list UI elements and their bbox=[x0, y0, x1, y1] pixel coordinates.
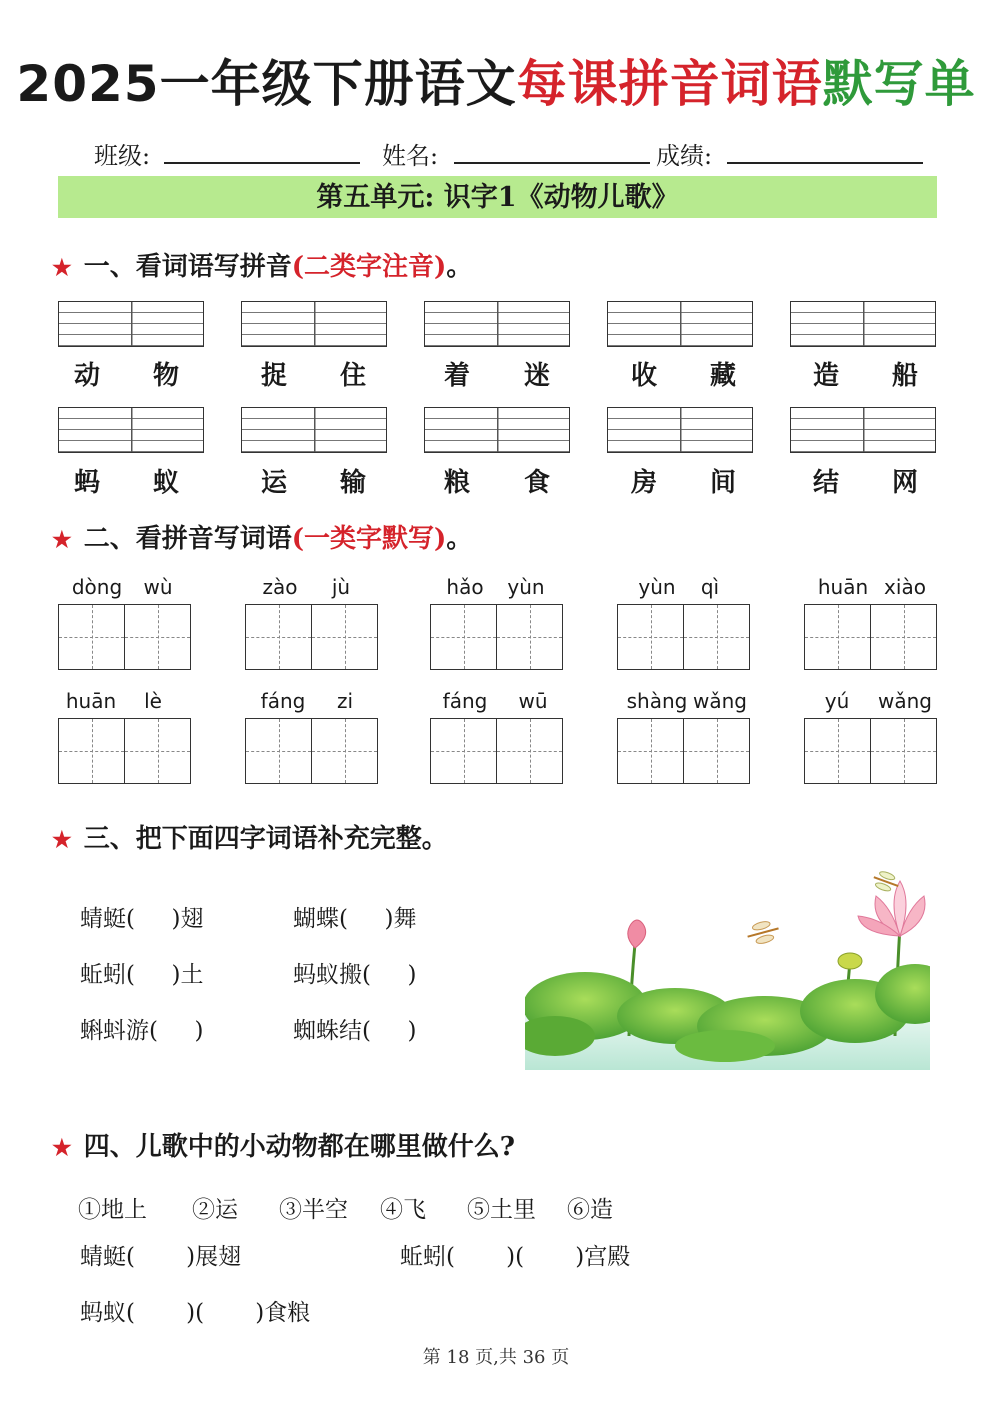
pinyin-label: wù bbox=[143, 575, 173, 599]
tianzige-box[interactable] bbox=[430, 718, 563, 784]
pinyin-box[interactable] bbox=[241, 407, 387, 453]
title-part-red: 每课拼音词语 bbox=[516, 55, 823, 113]
section-1-heading bbox=[52, 246, 472, 283]
idiom-fill-item[interactable]: 蚯蚓( )土 bbox=[80, 962, 204, 988]
pinyin-box[interactable] bbox=[607, 301, 753, 347]
section-4-title: 四、儿歌中的小动物都在哪里做什么? bbox=[83, 1132, 515, 1162]
section-3-heading bbox=[52, 818, 448, 855]
name-label: 姓名: bbox=[382, 142, 439, 170]
pinyin-label: zi bbox=[336, 689, 354, 713]
word-char: 造 bbox=[812, 361, 839, 391]
section-4-heading bbox=[52, 1126, 515, 1163]
section-2-title: 二、看拼音写词语 bbox=[83, 524, 292, 554]
pinyin-label: zào bbox=[262, 575, 298, 599]
pinyin-label: huān bbox=[817, 575, 869, 599]
word-char: 捉 bbox=[260, 361, 287, 391]
word-char: 运 bbox=[260, 468, 287, 498]
word-char: 输 bbox=[339, 468, 366, 498]
pinyin-label: lè bbox=[144, 689, 162, 713]
section-2-heading bbox=[52, 518, 472, 555]
star-icon: ★ bbox=[52, 827, 72, 853]
word-char: 蚁 bbox=[152, 468, 179, 498]
option-item: ②运 bbox=[192, 1197, 238, 1223]
pinyin-box[interactable] bbox=[58, 407, 204, 453]
page-title bbox=[0, 44, 992, 116]
word-char: 迷 bbox=[523, 361, 550, 391]
star-icon: ★ bbox=[52, 527, 72, 553]
pinyin-box[interactable] bbox=[241, 301, 387, 347]
q4-fill-line[interactable]: 蜻蜓( )展翅 bbox=[80, 1244, 242, 1270]
lotus-illustration bbox=[525, 866, 930, 1070]
pinyin-label: fáng bbox=[442, 689, 488, 713]
idiom-fill-item[interactable]: 蚂蚁搬( ) bbox=[293, 962, 417, 988]
word-char: 动 bbox=[73, 361, 100, 391]
pinyin-box[interactable] bbox=[424, 407, 570, 453]
pinyin-label: yùn bbox=[507, 575, 545, 599]
unit-banner: 第五单元: 识字1《动物儿歌》 bbox=[58, 176, 937, 218]
pinyin-label: hǎo bbox=[446, 575, 484, 599]
tianzige-box[interactable] bbox=[804, 604, 937, 670]
pinyin-box[interactable] bbox=[607, 407, 753, 453]
section-2-tail: 。 bbox=[446, 524, 473, 554]
pinyin-label: shàng bbox=[626, 689, 688, 713]
word-char: 着 bbox=[443, 361, 470, 391]
pinyin-box[interactable] bbox=[58, 301, 204, 347]
star-icon: ★ bbox=[52, 1135, 72, 1161]
option-item: ⑤土里 bbox=[467, 1197, 536, 1223]
word-char: 住 bbox=[339, 361, 366, 391]
section-3-title: 三、把下面四字词语补充完整。 bbox=[83, 824, 448, 854]
pinyin-label: wǎng bbox=[878, 689, 932, 713]
title-part-green: 默写单 bbox=[822, 55, 976, 113]
option-item: ③半空 bbox=[279, 1197, 348, 1223]
q4-fill-line[interactable]: 蚂蚁( )( )食粮 bbox=[80, 1300, 311, 1326]
section-2-note: (一类字默写) bbox=[291, 524, 447, 554]
word-char: 藏 bbox=[709, 361, 736, 391]
idiom-fill-item[interactable]: 蜘蛛结( ) bbox=[293, 1018, 417, 1044]
score-label: 成绩: bbox=[656, 142, 713, 170]
word-char: 物 bbox=[152, 361, 179, 391]
tianzige-box[interactable] bbox=[58, 718, 191, 784]
word-char: 结 bbox=[812, 468, 839, 498]
option-item: ⑥造 bbox=[567, 1197, 613, 1223]
page-footer: 第 18 页,共 36 页 bbox=[422, 1347, 570, 1368]
pinyin-label: fáng bbox=[260, 689, 306, 713]
pinyin-label: huān bbox=[65, 689, 117, 713]
section-1-title: 一、看词语写拼音 bbox=[83, 252, 292, 282]
idiom-fill-item[interactable]: 蝌蚪游( ) bbox=[80, 1018, 204, 1044]
pinyin-label: xiào bbox=[884, 575, 926, 599]
pinyin-label: yùn bbox=[638, 575, 676, 599]
pinyin-label: qì bbox=[700, 575, 720, 599]
name-field[interactable] bbox=[454, 162, 650, 164]
word-char: 收 bbox=[630, 361, 657, 391]
tianzige-box[interactable] bbox=[617, 604, 750, 670]
word-char: 网 bbox=[891, 468, 918, 498]
q4-fill-line[interactable]: 蚯蚓( )( )宫殿 bbox=[400, 1244, 631, 1270]
pinyin-box[interactable] bbox=[790, 407, 936, 453]
score-field[interactable] bbox=[727, 162, 923, 164]
pinyin-box[interactable] bbox=[790, 301, 936, 347]
pinyin-label: yú bbox=[824, 689, 850, 713]
tianzige-box[interactable] bbox=[58, 604, 191, 670]
class-field[interactable] bbox=[164, 162, 360, 164]
word-char: 船 bbox=[891, 361, 918, 391]
pinyin-label: dòng bbox=[71, 575, 123, 599]
option-item: ④飞 bbox=[380, 1197, 426, 1223]
tianzige-box[interactable] bbox=[245, 718, 378, 784]
word-char: 间 bbox=[709, 468, 736, 498]
tianzige-box[interactable] bbox=[804, 718, 937, 784]
section-1-tail: 。 bbox=[446, 252, 473, 282]
pinyin-label: jù bbox=[331, 575, 351, 599]
idiom-fill-item[interactable]: 蜻蜓( )翅 bbox=[80, 906, 204, 932]
star-icon: ★ bbox=[52, 255, 72, 281]
tianzige-box[interactable] bbox=[617, 718, 750, 784]
word-char: 房 bbox=[630, 468, 657, 498]
class-label: 班级: bbox=[94, 142, 151, 170]
word-char: 蚂 bbox=[73, 468, 100, 498]
word-char: 食 bbox=[523, 468, 550, 498]
section-1-note: (二类字注音) bbox=[291, 252, 447, 282]
idiom-fill-item[interactable]: 蝴蝶( )舞 bbox=[293, 906, 417, 932]
tianzige-box[interactable] bbox=[245, 604, 378, 670]
option-item: ①地上 bbox=[78, 1197, 147, 1223]
title-part-black: 2025一年级下册语文 bbox=[16, 55, 517, 113]
pinyin-box[interactable] bbox=[424, 301, 570, 347]
word-char: 粮 bbox=[443, 468, 470, 498]
pinyin-label: wū bbox=[518, 689, 548, 713]
pinyin-label: wǎng bbox=[693, 689, 747, 713]
tianzige-box[interactable] bbox=[430, 604, 563, 670]
